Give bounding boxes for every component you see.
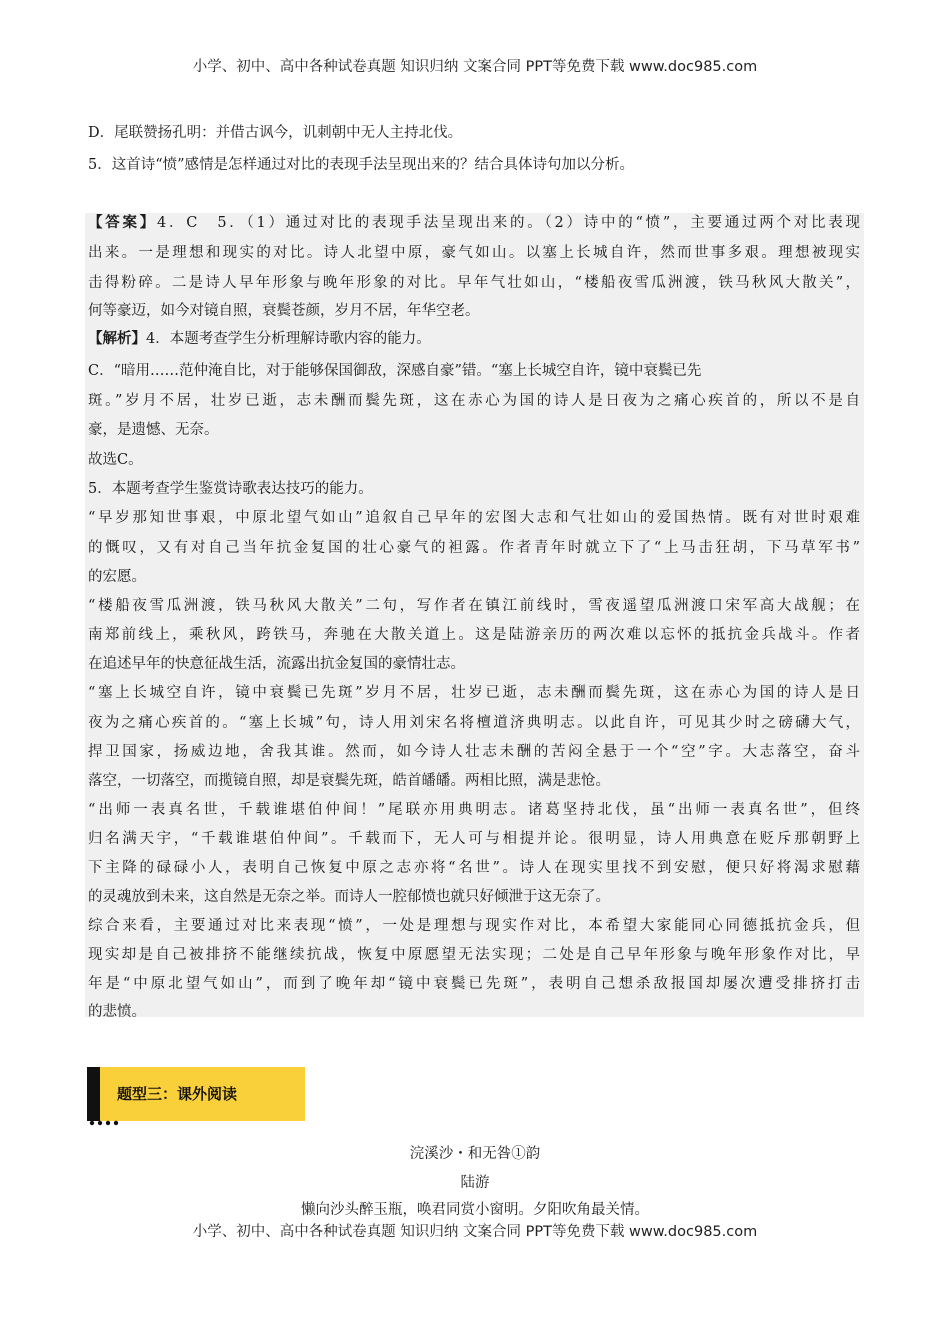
- page-header: 小学、初中、高中各种试卷真题 知识归纳 文案合同 PPT等免费下载 www.doc985.com: [192, 59, 758, 75]
- analysis-line: “塞上长城空自许，镜中衰鬓已先斑”岁月不居，壮岁已逝，志未酬而鬓先斑，这在赤心为国的诗人是日: [88, 685, 860, 701]
- analysis-line: 【解析】4．本题考查学生分析理解诗歌内容的能力。: [88, 330, 431, 347]
- analysis-line: 南郑前线上，乘秋风，跨铁马，奔驰在大散关道上。这是陆游亲历的两次难以忘怀的抵抗金兵战斗。作者: [88, 627, 860, 643]
- analysis-line: 的宏愿。: [88, 569, 146, 585]
- analysis-line: 斑。”岁月不居，壮岁已逝，志未酬而鬓先斑，这在赤心为国的诗人是日夜为之痛心疾首的，所以不是自: [88, 393, 860, 409]
- section-title: 题型三：课外阅读: [117, 1085, 238, 1103]
- question-5: 5．这首诗“愤”感情是怎样通过对比的表现手法呈现出来的？结合具体诗句加以分析。: [88, 157, 635, 173]
- analysis-line: 故选C。: [88, 452, 143, 468]
- analysis-line: “早岁那知世事艰，中原北望气如山”追叙自己早年的宏图大志和气壮如山的爱国热情。既有对世时艰难: [88, 510, 860, 526]
- analysis-line: 豪，是遗憾、无奈。: [88, 422, 219, 438]
- poem-author: 陆游: [460, 1175, 490, 1191]
- analysis-line: 落空，一切落空，而揽镜自照，却是衰鬓先斑，皓首皤皤。两相比照，满是悲怆。: [88, 773, 610, 789]
- answer-line: 【答案】4．C 5．（1）通过对比的表现手法呈现出来的。（2）诗中的“愤”，主要通过两个对比表现: [88, 214, 860, 231]
- analysis-line: 年是“中原北望气如山”，而到了晚年却“镜中衰鬓已先斑”，表明自己想杀敌报国却屡次遭受排挤打击: [88, 976, 860, 992]
- answer-line: 何等豪迈，如今对镜自照，衰鬓苍颜，岁月不居，年华空老。: [88, 303, 480, 319]
- analysis-line: 综合来看，主要通过对比来表现“愤”，一处是理想与现实作对比，本希望大家能同心同德抵抗金兵，但: [88, 918, 860, 934]
- analysis-line: 捍卫国家，扬威边地，舍我其谁。然而，如今诗人壮志未酬的苦闷全悬于一个“空”字。大志落空，奋斗: [88, 744, 860, 760]
- poem-title: 浣溪沙・和无咎①韵: [409, 1146, 541, 1162]
- section-banner: [87, 1067, 305, 1121]
- analysis-line: 下主降的碌碌小人，表明自己恢复中原之志亦将“名世”。诗人在现实里找不到安慰，便只好将渴求慰藉: [88, 860, 860, 876]
- analysis-line: “出师一表真名世，千载谁堪伯仲间！”尾联亦用典明志。诸葛坚持北伐，虽“出师一表真名世”，但终: [88, 802, 860, 818]
- analysis-line: C．“暗用……范仲淹自比，对于能够保国御敌，深感自豪”错。“塞上长城空自许，镜中衰鬓已先: [88, 363, 702, 379]
- analysis-line: 5．本题考查学生鉴赏诗歌表达技巧的能力。: [88, 481, 373, 497]
- analysis-line: 的灵魂放到未来，这自然是无奈之举。而诗人一腔郁愤也就只好倾泄于这无奈了。: [88, 889, 610, 905]
- answer-line: 出来。一是理想和现实的对比。诗人北望中原，豪气如山。以塞上长城自许，然而世事多艰。理想被现实: [88, 245, 860, 261]
- analysis-line: 归名满天宇，“千载谁堪伯仲间”。千载而下，无人可与相提并论。很明显，诗人用典意在贬斥那朝野上: [88, 831, 860, 847]
- analysis-line: 在追述早年的快意征战生活，流露出抗金复国的豪情壮志。: [88, 656, 465, 672]
- decorative-dots-icon: [89, 1119, 119, 1127]
- analysis-line: 的悲愤。: [88, 1004, 146, 1020]
- analysis-line: 的慨叹，又有对自己当年抗金复国的壮心豪气的袒露。作者青年时就立下了“上马击狂胡，下马草军书”: [88, 540, 860, 556]
- analysis-line: 现实却是自己被排挤不能继续抗战，恢复中原愿望无法实现；二处是自己早年形象与晚年形象作对比，早: [88, 947, 860, 963]
- analysis-tag: 【解析】: [88, 330, 146, 347]
- answer-tag: 【答案】: [88, 214, 157, 231]
- banner-accent-bar: [87, 1067, 100, 1121]
- analysis-line: “楼船夜雪瓜洲渡，铁马秋风大散关”二句，写作者在镇江前线时，雪夜遥望瓜洲渡口宋军高大战舰；在: [88, 598, 860, 614]
- option-d: D．尾联赞扬孔明：并借古讽今，讥刺朝中无人主持北伐。: [88, 125, 463, 141]
- answer-line: 击得粉碎。二是诗人早年形象与晚年形象的对比。早年气壮如山，“楼船夜雪瓜洲渡，铁马秋风大散关”，: [88, 275, 860, 291]
- analysis-line: 夜为之痛心疾首的。“塞上长城”句，诗人用刘宋名将檀道济典明志。以此自许，可见其少时之磅礴大气，: [88, 715, 860, 731]
- page-footer: 小学、初中、高中各种试卷真题 知识归纳 文案合同 PPT等免费下载 www.doc985.com: [192, 1224, 758, 1240]
- poem-line: 懒向沙头醉玉瓶，唤君同赏小窗明。夕阳吹角最关情。: [301, 1202, 649, 1218]
